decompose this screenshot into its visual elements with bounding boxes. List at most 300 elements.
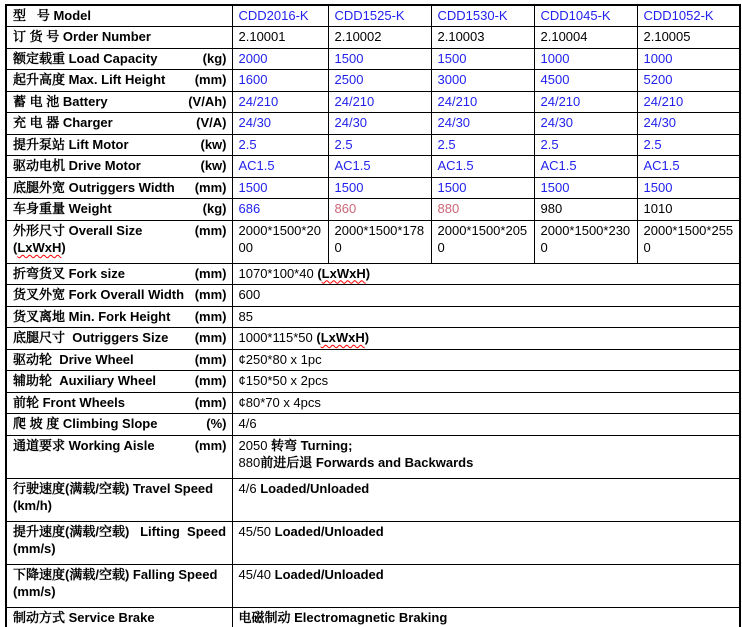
cell-overall-size-col4 — [637, 220, 740, 263]
row-label-service-brake — [6, 607, 232, 627]
row-label-auxiliary-wheel — [6, 371, 232, 393]
text-part: 底腿外宽 Outriggers Width — [13, 179, 175, 195]
value-line — [541, 157, 632, 175]
text-part: 2500 — [334, 72, 364, 87]
row-label-max-lift-height — [6, 70, 232, 92]
value-line — [335, 114, 426, 132]
value-line — [239, 114, 323, 132]
text-part: ) — [364, 330, 370, 345]
value-line — [644, 136, 735, 154]
spec-row-front-wheels — [6, 392, 740, 414]
value-line — [239, 50, 323, 68]
cell-outriggers-width-col1 — [328, 177, 431, 199]
row-unit-auxiliary-wheel: (mm) — [194, 373, 227, 388]
spec-row-min-fork-height — [6, 306, 740, 328]
spec-row-climbing-slope — [6, 414, 740, 436]
text-part: 底腿尺寸 Outriggers Size — [13, 330, 169, 345]
label-text — [13, 351, 134, 369]
label-text — [13, 610, 155, 625]
value-line — [438, 157, 529, 175]
cell-load-capacity-col4 — [637, 48, 740, 70]
spec-row-load-capacity — [6, 48, 740, 70]
row-unit-fork-size: (mm) — [194, 265, 227, 281]
cell-load-capacity-col2 — [431, 48, 534, 70]
label-line — [13, 71, 227, 89]
value-line — [335, 71, 426, 89]
value-line — [541, 114, 632, 132]
row-label-battery — [6, 91, 232, 113]
row-unit-front-wheels: (mm) — [194, 394, 227, 410]
text-part: 4/6 — [238, 480, 261, 496]
label-text — [13, 222, 195, 257]
text-part: 充 电 器 Charger — [13, 115, 113, 130]
text-part: CDD1525-K — [334, 8, 405, 23]
value-line — [438, 136, 529, 154]
text-part: 1600 — [238, 72, 268, 87]
value-line — [541, 50, 632, 68]
label-text — [13, 498, 52, 513]
text-part: 2000 — [238, 50, 268, 66]
spec-row-fork-overall-width — [6, 285, 740, 307]
value-line — [239, 265, 735, 283]
text-part: 1500 — [643, 179, 673, 195]
text-part: 2000*1500*1780 — [334, 222, 425, 255]
value-line — [438, 200, 529, 218]
cell-battery-col4 — [637, 91, 740, 113]
cell-drive-motor-col2 — [431, 156, 534, 178]
text-part: 686 — [238, 201, 261, 216]
cell-battery-col2 — [431, 91, 534, 113]
row-label-weight — [6, 199, 232, 221]
text-part: Loaded/Unloaded — [260, 480, 370, 496]
label-text — [13, 372, 156, 390]
spec-row-outriggers-width — [6, 177, 740, 199]
text-part: Loaded/Unloaded — [274, 523, 384, 539]
text-part: 2.10003 — [437, 29, 485, 44]
label-line — [13, 286, 227, 304]
value-line — [239, 480, 735, 498]
label-line — [13, 7, 227, 25]
label-text — [13, 200, 112, 218]
label-line — [13, 179, 227, 197]
cell-charger-col4 — [637, 113, 740, 135]
label-text — [13, 71, 165, 89]
label-line — [13, 50, 227, 68]
text-part: 制动方式 Service Brake — [13, 609, 155, 625]
text-part: AC1.5 — [334, 158, 371, 173]
value-line — [438, 7, 529, 25]
text-part: 24/210 — [540, 93, 581, 109]
value-line — [644, 157, 735, 175]
label-text — [13, 415, 157, 433]
text-part: AC1.5 — [643, 158, 680, 173]
cell-min-fork-height — [232, 306, 740, 328]
label-text — [13, 29, 151, 44]
label-text — [13, 524, 226, 539]
row-label-min-fork-height — [6, 306, 232, 328]
spec-row-lifting-speed — [6, 521, 740, 564]
text-part: 45/50 — [238, 523, 275, 539]
value-line — [335, 200, 426, 218]
cell-order-number-col2 — [431, 27, 534, 49]
label-line — [13, 497, 227, 515]
cell-outriggers-width-col3 — [534, 177, 637, 199]
spec-row-drive-motor — [6, 156, 740, 178]
value-line — [335, 7, 426, 25]
row-label-falling-speed — [6, 564, 232, 607]
cell-max-lift-height-col3 — [534, 70, 637, 92]
cell-order-number-col3 — [534, 27, 637, 49]
label-line — [13, 480, 227, 498]
row-unit-drive-motor: (kw) — [200, 158, 227, 173]
text-part: 1500 — [540, 179, 570, 195]
row-unit-outriggers-size: (mm) — [194, 330, 227, 345]
text-part: 2000*1500*2050 — [437, 222, 528, 255]
value-line — [239, 286, 735, 304]
text-part: 货叉离地 Min. Fork Height — [13, 308, 171, 324]
cell-charger-col3 — [534, 113, 637, 135]
text-part: 1070*100*40 — [238, 265, 318, 281]
value-line — [239, 329, 735, 347]
spec-row-working-aisle — [6, 435, 740, 478]
row-label-drive-wheel — [6, 349, 232, 371]
cell-order-number-col4 — [637, 27, 740, 49]
label-text — [13, 567, 217, 582]
value-line — [335, 93, 426, 111]
cell-order-number-col0 — [232, 27, 328, 49]
cell-drive-wheel — [232, 349, 740, 371]
label-line — [13, 136, 227, 154]
cell-weight-col3 — [534, 199, 637, 221]
row-unit-drive-wheel: (mm) — [194, 351, 227, 367]
value-line — [239, 351, 735, 369]
text-part: 45/40 — [238, 566, 275, 582]
label-text — [13, 114, 113, 132]
text-part: 下降速度(满载/空载) Falling Speed — [13, 566, 218, 582]
text-part: 型 号 Model — [13, 8, 92, 23]
text-part: 2000*1500*2000 — [238, 222, 321, 255]
cell-drive-motor-col3 — [534, 156, 637, 178]
cell-battery-col1 — [328, 91, 431, 113]
value-line — [541, 28, 632, 46]
text-part: 2.5 — [643, 136, 662, 152]
label-line — [13, 351, 227, 369]
value-line — [644, 200, 735, 218]
label-text — [13, 157, 141, 175]
cell-outriggers-size — [232, 328, 740, 350]
text-part: 车身重量 Weight — [13, 201, 112, 216]
text-part: 24/30 — [643, 115, 677, 130]
text-part: 外形尺寸 Overall Size ( — [13, 222, 146, 255]
row-label-working-aisle — [6, 435, 232, 478]
value-line — [438, 114, 529, 132]
cell-model-col1 — [328, 5, 431, 27]
row-label-load-capacity — [6, 48, 232, 70]
cell-drive-motor-col0 — [232, 156, 328, 178]
text-part: 5200 — [643, 72, 673, 87]
cell-front-wheels — [232, 392, 740, 414]
value-line — [239, 437, 735, 455]
text-part: 1010 — [643, 201, 673, 216]
cell-lift-motor-col3 — [534, 134, 637, 156]
label-line — [13, 157, 227, 175]
value-line — [239, 93, 323, 111]
spec-row-weight — [6, 199, 740, 221]
label-line — [13, 609, 227, 627]
value-line — [644, 179, 735, 197]
value-line — [541, 222, 632, 257]
label-line — [13, 583, 227, 601]
value-line — [239, 222, 323, 257]
label-line — [13, 437, 227, 455]
text-part: 驱动电机 Drive Motor — [13, 158, 141, 173]
text-part: 860 — [334, 201, 357, 216]
value-line — [541, 7, 632, 25]
cell-fork-size — [232, 263, 740, 285]
value-line — [239, 523, 735, 541]
spec-row-falling-speed — [6, 564, 740, 607]
value-line — [644, 93, 735, 111]
value-line — [644, 114, 735, 132]
cell-drive-motor-col1 — [328, 156, 431, 178]
row-label-fork-overall-width — [6, 285, 232, 307]
value-line — [644, 50, 735, 68]
text-part: ) — [365, 265, 371, 281]
cell-overall-size-col3 — [534, 220, 637, 263]
cell-model-col3 — [534, 5, 637, 27]
label-text — [13, 394, 125, 412]
cell-battery-col0 — [232, 91, 328, 113]
row-label-charger — [6, 113, 232, 135]
spec-row-charger — [6, 113, 740, 135]
value-line — [644, 7, 735, 25]
cell-travel-speed — [232, 478, 740, 521]
text-part: ¢80*70 x 4pcs — [238, 394, 321, 410]
value-line — [335, 136, 426, 154]
row-unit-working-aisle: (mm) — [194, 437, 227, 453]
text-part: 2000*1500*2300 — [540, 222, 631, 255]
value-line — [644, 222, 735, 257]
value-line — [438, 222, 529, 257]
cell-weight-col1 — [328, 199, 431, 221]
specification-table — [5, 4, 741, 627]
label-text — [13, 584, 56, 599]
row-label-lift-motor — [6, 134, 232, 156]
cell-overall-size-col2 — [431, 220, 534, 263]
text-part: LxWxH — [320, 330, 365, 345]
label-text — [13, 308, 170, 326]
value-line — [541, 200, 632, 218]
value-line — [239, 28, 323, 46]
value-line — [541, 136, 632, 154]
value-line — [239, 609, 735, 627]
label-text — [13, 8, 91, 23]
text-part: 驱动轮 Drive Wheel — [13, 351, 134, 367]
value-line — [438, 71, 529, 89]
text-part: 起升高度 Max. Lift Height — [13, 72, 166, 87]
value-line — [239, 200, 323, 218]
text-part: 880 — [437, 201, 460, 216]
text-part: 提升速度(满载/空载) Lifting Speed — [13, 523, 227, 539]
text-part: 3000 — [437, 72, 467, 87]
text-part: 4/6 — [238, 416, 257, 431]
text-part: 额定载重 Load Capacity — [13, 50, 158, 66]
spec-row-order-number — [6, 27, 740, 49]
row-label-outriggers-size — [6, 328, 232, 350]
text-part: 24/30 — [437, 115, 471, 130]
spec-row-max-lift-height — [6, 70, 740, 92]
text-part: (km/h) — [13, 498, 52, 513]
spec-row-service-brake — [6, 607, 740, 627]
row-unit-lift-motor: (kw) — [200, 136, 227, 152]
text-part: 辅助轮 Auxiliary Wheel — [13, 373, 157, 388]
cell-overall-size-col1 — [328, 220, 431, 263]
value-line — [239, 7, 323, 25]
cell-model-col0 — [232, 5, 328, 27]
label-text — [13, 136, 129, 154]
text-part: CDD1052-K — [643, 8, 714, 23]
value-line — [335, 157, 426, 175]
text-part: 24/30 — [334, 115, 368, 130]
spec-row-drive-wheel — [6, 349, 740, 371]
cell-weight-col2 — [431, 199, 534, 221]
label-text — [13, 437, 155, 455]
spec-row-fork-size — [6, 263, 740, 285]
row-label-climbing-slope — [6, 414, 232, 436]
cell-charger-col0 — [232, 113, 328, 135]
text-part: 2.5 — [437, 136, 456, 152]
row-label-order-number — [6, 27, 232, 49]
text-part: ( — [317, 265, 322, 281]
cell-lift-motor-col1 — [328, 134, 431, 156]
label-text — [13, 481, 213, 496]
row-label-model — [6, 5, 232, 27]
row-unit-outriggers-width: (mm) — [194, 179, 227, 195]
label-line — [13, 93, 227, 111]
value-line — [239, 394, 735, 412]
cell-charger-col1 — [328, 113, 431, 135]
value-line — [335, 28, 426, 46]
cell-load-capacity-col0 — [232, 48, 328, 70]
text-part: ( — [316, 330, 321, 345]
row-unit-max-lift-height: (mm) — [194, 72, 227, 87]
text-part: 蓄 电 池 Battery — [13, 93, 108, 109]
text-part: 2.10004 — [540, 29, 588, 44]
text-part: LxWxH — [321, 265, 366, 281]
value-line — [541, 71, 632, 89]
row-unit-fork-overall-width: (mm) — [194, 287, 227, 302]
text-part: 货叉外宽 Fork Overall Width — [13, 287, 185, 302]
spec-row-lift-motor — [6, 134, 740, 156]
value-line — [541, 93, 632, 111]
text-part: 1500 — [437, 50, 467, 66]
spec-row-auxiliary-wheel — [6, 371, 740, 393]
cell-load-capacity-col1 — [328, 48, 431, 70]
label-text — [13, 50, 157, 68]
text-part: 2.10002 — [334, 29, 382, 44]
label-line — [13, 265, 227, 283]
text-part: 4500 — [540, 72, 570, 87]
row-unit-weight: (kg) — [202, 201, 227, 216]
text-part: ) — [61, 240, 66, 255]
text-part: 电磁制动 Electromagnetic Braking — [238, 609, 448, 625]
cell-outriggers-width-col2 — [431, 177, 534, 199]
label-text — [13, 179, 175, 197]
text-part: 24/210 — [437, 93, 478, 109]
label-text — [13, 541, 56, 556]
row-unit-load-capacity: (kg) — [202, 50, 227, 66]
text-part: 2050 — [238, 437, 272, 453]
cell-max-lift-height-col4 — [637, 70, 740, 92]
text-part: 前进后退 Forwards and Backwards — [260, 455, 474, 470]
row-label-front-wheels — [6, 392, 232, 414]
value-line — [239, 415, 735, 433]
cell-battery-col3 — [534, 91, 637, 113]
value-line — [239, 71, 323, 89]
row-unit-overall-size: (mm) — [194, 222, 227, 238]
value-line — [239, 179, 323, 197]
text-part: AC1.5 — [238, 158, 275, 173]
value-line — [438, 179, 529, 197]
spec-row-battery — [6, 91, 740, 113]
text-part: 85 — [238, 308, 253, 324]
spec-row-model — [6, 5, 740, 27]
row-unit-climbing-slope: (%) — [206, 416, 227, 431]
text-part: CDD1530-K — [437, 8, 508, 23]
label-line — [13, 114, 227, 132]
label-line — [13, 415, 227, 433]
text-part: 1000 — [540, 50, 570, 66]
row-label-lifting-speed — [6, 521, 232, 564]
text-part: 600 — [238, 287, 261, 302]
text-part: 1500 — [334, 179, 364, 195]
value-line — [239, 308, 735, 326]
cell-outriggers-width-col4 — [637, 177, 740, 199]
row-label-fork-size — [6, 263, 232, 285]
value-line — [239, 566, 735, 584]
label-line — [13, 540, 227, 558]
label-text — [13, 265, 125, 283]
text-part: 24/30 — [540, 115, 574, 130]
row-unit-min-fork-height: (mm) — [194, 308, 227, 324]
row-unit-charger: (V/A) — [196, 115, 227, 130]
cell-order-number-col1 — [328, 27, 431, 49]
cell-weight-col0 — [232, 199, 328, 221]
label-line — [13, 222, 227, 257]
value-line — [644, 71, 735, 89]
value-line — [438, 50, 529, 68]
label-line — [13, 308, 227, 326]
text-part: AC1.5 — [437, 158, 474, 173]
label-line — [13, 566, 227, 584]
row-label-travel-speed — [6, 478, 232, 521]
cell-overall-size-col0 — [232, 220, 328, 263]
text-part: ¢150*50 x 2pcs — [238, 373, 329, 388]
cell-model-col4 — [637, 5, 740, 27]
text-part: LxWxH — [17, 240, 62, 255]
cell-lift-motor-col0 — [232, 134, 328, 156]
value-line — [239, 372, 735, 390]
cell-load-capacity-col3 — [534, 48, 637, 70]
label-line — [13, 329, 227, 347]
text-part: (mm/s) — [13, 584, 56, 599]
text-part: 24/30 — [238, 115, 272, 130]
row-unit-battery: (V/Ah) — [188, 93, 227, 109]
text-part: CDD1045-K — [540, 8, 611, 23]
value-line — [239, 157, 323, 175]
row-label-overall-size — [6, 220, 232, 263]
text-part: 转弯 Turning; — [271, 437, 353, 453]
